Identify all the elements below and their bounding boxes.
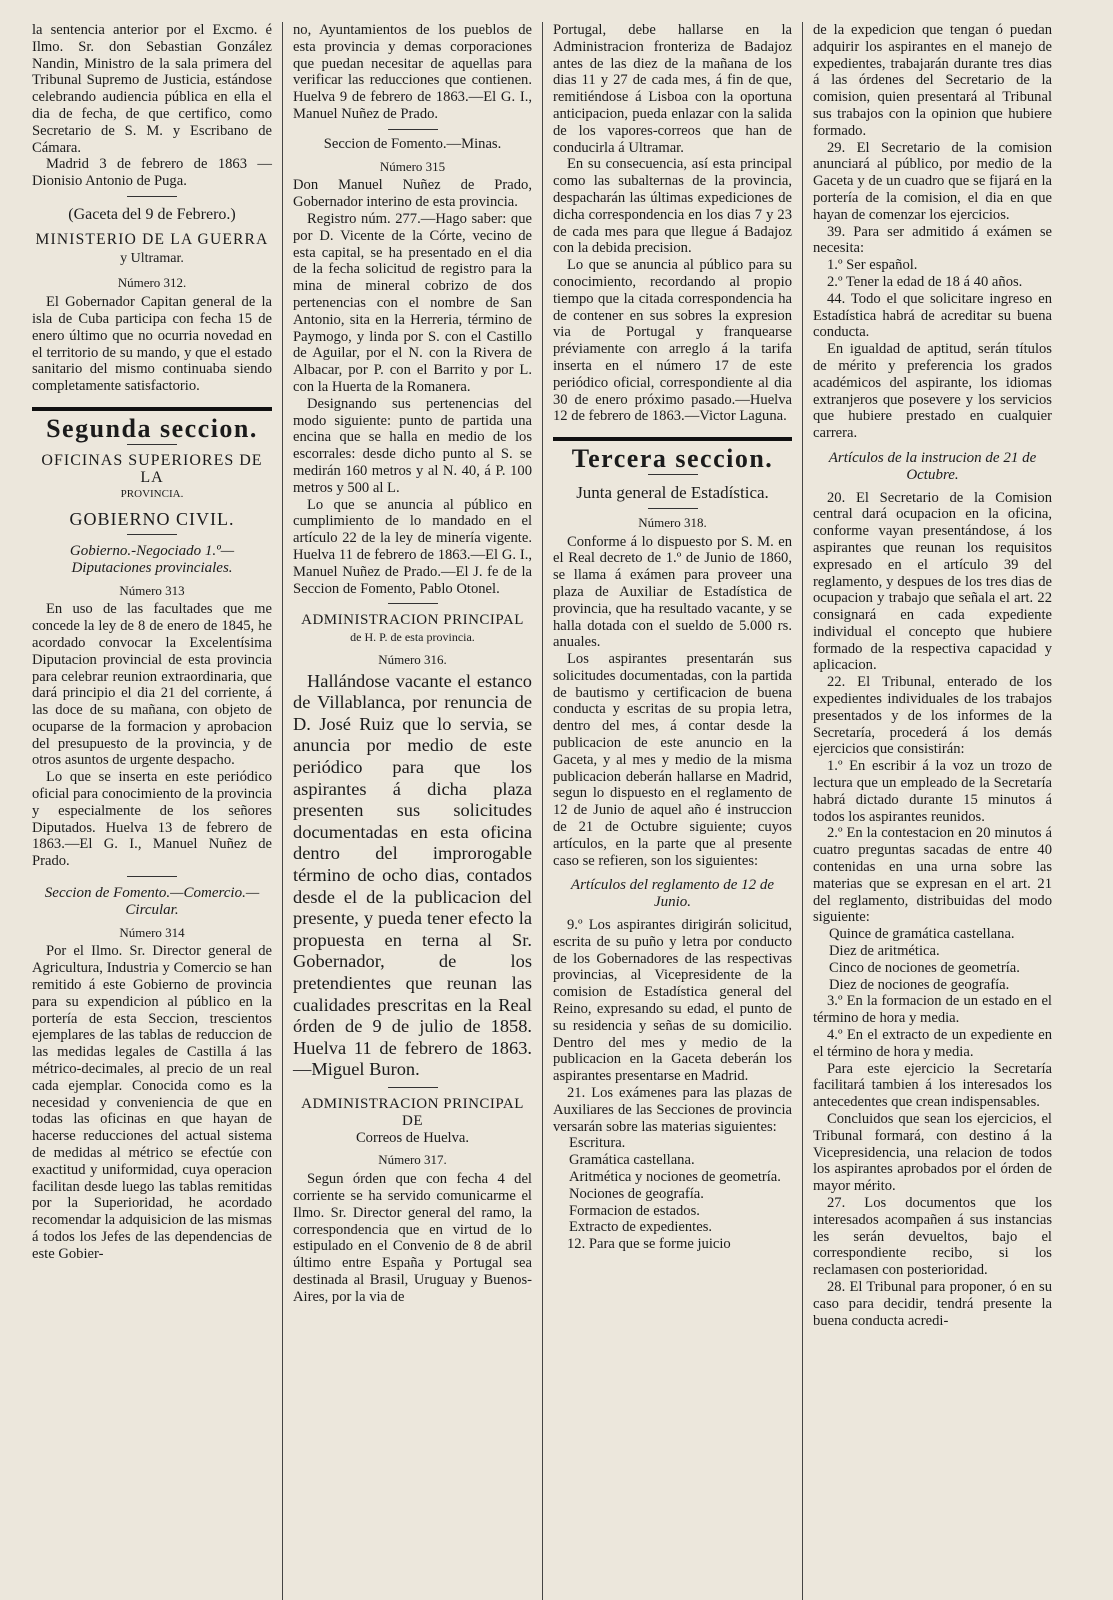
list-item: Formacion de estados.: [569, 1202, 700, 1219]
column-2: [282, 22, 542, 1600]
paragraph: no, Ayuntamientos de los pueblos de esta provincia y demas corporaciones que puedan necesitar de aquellas para verificar las reducciones que contienen. Huelva 9 de febrero de 1863.—El G. I., Manuel Nuñez de Prado.: [293, 22, 532, 122]
administration-subheading: de H. P. de esta provincia.: [350, 630, 475, 645]
paragraph: 21. Los exámenes para las plazas de Auxiliares de las Secciones de provincia versarán sobre las materias siguientes:: [553, 1085, 792, 1135]
paragraph: Designando sus pertenencias del modo siguiente: punto de partida una encina que se halla en medio de los escorrales: desde dicho punto al S. se medirán 160 metros y al N. 40, á P. 100 metros y 500 al L.: [293, 395, 532, 496]
paragraph: Lo que se anuncia al público para su conocimiento, recordando al propio tiempo que la citada correspondencia ha de contener en sus sobres la expresion via de Portugal y franquearse préviamente con arreglo á la tarifa inserta en el número 17 de este periódico oficial, correspondiente al dia 30 de enero próximo pasado.—Huelva 12 de febrero de 1863.—Victor Laguna.: [553, 257, 792, 425]
divider-rule: [127, 534, 177, 535]
notice-number: Número 316.: [378, 651, 447, 667]
paragraph: 12. Para que se forme juicio: [567, 1236, 731, 1253]
divider-rule: [648, 474, 698, 475]
office-heading: OFICINAS SUPERIORES DE LA: [41, 451, 263, 486]
notice-number: Número 313: [119, 582, 185, 598]
divider-rule: [127, 196, 177, 197]
italic-subheading: Gobierno.-Negociado 1.º—Diputaciones provinciales.: [69, 542, 235, 576]
list-item: Quince de gramática castellana.: [829, 926, 1015, 943]
paragraph: 39. Para ser admitido á exámen se necesita:: [813, 223, 1052, 257]
item-list: [813, 926, 1052, 993]
paragraph: Lo que se inserta en este periódico oficial para conocimiento de la provincia y especialmente de los señores Diputados. Huelva 13 de febrero de 1863.—El G. I., Manuel Nuñez de Prado.: [32, 769, 272, 870]
subheading: y Ultramar.: [120, 250, 184, 266]
notice-number: Número 317.: [378, 1152, 447, 1168]
paragraph: de la expedicion que tengan ó puedan adquirir los aspirantes en el manejo de expedientes, trabajarán durante tres dias á las órdenes del Secretario de la comision, quien presentará al Tribunal sus trabajos con la opinion que hubiere formado.: [813, 22, 1052, 139]
divider-rule: [388, 603, 438, 604]
section-heading: Segunda seccion.: [46, 413, 258, 443]
paragraph: 44. Todo el que solicitare ingreso en Estadística habrá de acreditar su buena conducta.: [813, 290, 1052, 341]
divider-rule: [127, 444, 177, 445]
column-1: [22, 22, 282, 1600]
paragraph: 4.º En el extracto de un expediente en el término de hora y media.: [813, 1027, 1052, 1060]
centered-line: Seccion de Fomento.—Minas.: [323, 135, 502, 152]
list-item: Escritura.: [569, 1135, 626, 1152]
section-divider: [32, 407, 272, 411]
list-item: Diez de aritmética.: [829, 943, 940, 960]
divider-rule: [648, 508, 698, 509]
paragraph: 2.º Tener la edad de 18 á 40 años.: [827, 273, 1023, 290]
italic-subheading: Seccion de Fomento.—Comercio.— Circular.: [44, 885, 260, 918]
paragraph: En su consecuencia, así esta principal como las subalternas de la provincia, despacharán las últimas expediciones de dicha correspondencia en los dias 7 y 23 de cada mes para que llegue á Badajoz con la debida precision.: [553, 156, 792, 257]
paragraph: Concluidos que sean los ejercicios, el Tribunal formará, con destino á la Vicepresidencia, una relacion de todos los aspirantes aprobados por el órden de mayor mérito.: [813, 1111, 1052, 1195]
column-4: [802, 22, 1062, 1600]
paragraph: 22. El Tribunal, enterado de los expedientes individuales de los trabajos presentados y de los informes de la Secretaría, procederá á los demás ejercicios que consistirán:: [813, 674, 1052, 758]
paragraph: Segun órden que con fecha 4 del corriente se ha servido comunicarme el Ilmo. Sr. Director general del ramo, la correspondencia que en virtud de lo estipulado en el Convenio de 8 de abril último entre España y Portugal sea destinada al Brasil, Uruguay y Buenos-Aires, por la via de: [293, 1171, 532, 1305]
paragraph: 2.º En la contestacion en 20 minutos á cuatro preguntas sacadas de entre 40 contenidas en una urna sobre las materias que se expresan en el art. 21 del reglamento, distribuidas del modo siguiente:: [813, 825, 1052, 926]
paragraph: Madrid 3 de febrero de 1863 — Dionisio Antonio de Puga.: [32, 156, 272, 190]
paragraph: 29. El Secretario de la comision anunciará al público, por medio de la Gaceta y de un cuadro que se fijará en la portería de la comision, el dia en que hayan de comenzar los ejercicios.: [813, 139, 1052, 223]
centered-line: Correos de Huelva.: [355, 1129, 470, 1146]
item-list: [553, 1135, 792, 1236]
province-label: PROVINCIA.: [120, 488, 184, 501]
administration-heading: ADMINISTRACION PRINCIPAL: [301, 612, 524, 629]
paragraph: En uso de las facultades que me concede la ley de 8 de enero de 1845, he acordado convocar la Excelentísima Diputacion provincial de esta provincia para celebrar reunion extraordinaria, que dará principio el dia 21 del corriente, á las doce de su mañana, con objeto de ocuparse de la formacion y aprobacion del presupuesto de la provincia, y de otros asuntos de urgente despacho.: [32, 601, 272, 769]
section-divider: [553, 437, 792, 441]
italic-subheading: Artículos del reglamento de 12 de Junio.: [570, 877, 775, 911]
notice-number: Número 314: [119, 924, 185, 940]
list-item: Cinco de nociones de geometría.: [829, 959, 1020, 976]
divider-rule: [388, 1087, 438, 1088]
italic-subheading: Artículos de la instrucion de 21 de Octubre.: [828, 449, 1037, 483]
paragraph: 28. El Tribunal para proponer, ó en su caso para decidir, tendrá presente la buena conducta acredi-: [813, 1278, 1052, 1329]
paragraph: 20. El Secretario de la Comision central dará ocupacion en la oficina, conforme vayan presentándose, á los aspirantes que reunan los requisitos expresado en el artículo 39 del reglamento, y despues de los tres dias de ocupacion y trabajo que señala el art. 22 consignará en cada expediente individual el concepto que hubiere formado de la respectiva capacidad y aplicacion.: [813, 489, 1052, 674]
junta-heading: Junta general de Estadística.: [576, 482, 769, 502]
section-heading: Tercera seccion.: [571, 444, 774, 474]
paragraph: Portugal, debe hallarse en la Administracion fronteriza de Badajoz antes de las diez de la mañana de los dias 11 y 27 de cada mes, á fin de que, remitiéndose á Lisboa con la oportuna anticipacion, pueda enlazar con la salida de los vapores-correos que han de conducirla á Ultramar.: [553, 22, 792, 156]
paragraph: Lo que se anuncia al público en cumplimiento de lo mandado en el artículo 22 de la ley de minería vigente. Huelva 11 de febrero de 1863.—El G. I., Manuel Nuñez de Prado.—El J. fe de la Seccion de Fomento, Pablo Otonel.: [293, 496, 532, 597]
paragraph: Registro núm. 277.—Hago saber: que por D. Vicente de la Córte, vecino de esta capital, se ha presentado en el dia de la fecha solicitud de registro para la mina de mineral cobrizo de dos pertenencias con el nombre de San Antonio, sita en la Herreria, término de Paymogo, y linda por S. con el Castillo de Aguilar, por el N. con la Rivera de Albacar, por P. con el Barrito y por L. con la Huerta de la Romanera.: [293, 210, 532, 395]
list-item: Nociones de geografía.: [569, 1185, 704, 1202]
paragraph: En igualdad de aptitud, serán títulos de mérito y preferencia los grados académicos del aspirante, los idiomas extranjeros que posevere y los servicios que hubiere prestado en cualquier carrera.: [813, 341, 1052, 442]
notice-number: Número 315: [379, 158, 446, 174]
column-3: [542, 22, 802, 1600]
paragraph: la sentencia anterior por el Excmo. é Ilmo. Sr. don Sebastian González Nandin, Ministro de la sala primera del Tribunal Supremo de Justicia, estándose celebrando audiencia pública en ella el dia de fecha, de que certifico, como Secretario de S. M. y Escribano de Cámara.: [32, 22, 272, 156]
paragraph: 3.º En la formacion de un estado en el término de hora y media.: [813, 993, 1052, 1027]
paragraph: Conforme á lo dispuesto por S. M. en el Real decreto de 1.º de Junio de 1860, se llama á exámen para proveer una plaza de Auxiliar de Estadística de provincia, que ha resultado vacante, y se halla dotada con el sueldo de 5.000 rs. anuales.: [553, 533, 792, 651]
large-paragraph: Hallándose vacante el estanco de Villablanca, por renuncia de D. José Ruiz que lo servia, se anuncia por medio de este periódico para que los aspirantes á dicha plaza presenten sus solicitudes documentadas en esta oficina dentro del improrogable término de ocho dias, contados desde el de la publicacion del presente, y pueda tener efecto la propuesta en terna al Sr. Gobernador, de los pretendientes que reunan las cualidades prescritas en la Real órden de 9 de julio de 1858. Huelva 11 de febrero de 1863.—Miguel Buron.: [293, 670, 532, 1080]
administration-heading: ADMINISTRACION PRINCIPAL DE: [301, 1095, 524, 1129]
list-item: Diez de nociones de geografía.: [829, 976, 1010, 993]
notice-number: Número 318.: [638, 514, 707, 530]
paragraph: Los aspirantes presentarán sus solicitudes documentadas, con la partida de bautismo y certificacion de buena conducta y escritas de su propia letra, dentro del mes, á contar desde la publicacion de este anuncio en la Gaceta, y al mes y medio de la misma publicacion deberán hallarse en Madrid, segun lo dispuesto en el reglamento de 12 de Junio de aquel año é instruccion de 21 de Octubre siguiente; cuyos artículos, en la parte que al presente caso se refieren, son los siguientes:: [553, 651, 792, 869]
list-item: Aritmética y nociones de geometría.: [569, 1169, 781, 1185]
paragraph: El Gobernador Capitan general de la isla de Cuba participa con fecha 15 de enero último que no ocurria novedad en el territorio de su mando, y que el estado sanitario del mismo continuaba siendo completamente satisfactorio.: [32, 294, 272, 395]
divider-rule: [388, 129, 438, 130]
paragraph: 1.º Ser español.: [827, 257, 918, 274]
notice-number: Número 312.: [117, 275, 187, 291]
divider-rule: [127, 876, 177, 877]
paragraph: Por el Ilmo. Sr. Director general de Agricultura, Industria y Comercio se han remitido á este Gobierno de provincia para su expendicion al público en la portería de esta Seccion, trescientos ejemplares de las tablas de reduccion de las medidas legales de Castilla á las métrico-decimales, al precio de un real cada ejemplar. Conocida como es la necesidad y conveniencia de que en todas las oficinas en que hayan de hacerse reducciones del actual sistema de medidas al métrico se efectúe con exactitud y uniformidad, cuya operacion facilitan desde luego las tablas remitidas por la Superioridad, he acordado recomendar la adquisicion de las mismas á todos los Jefes de las dependencias de este Gobier-: [32, 943, 272, 1262]
paragraph: 9.º Los aspirantes dirigirán solicitud, escrita de su puño y letra por conducto de los Gobernadores de las respectivas provincias, al Vicepresidente de la comision de Estadística general del Reino, expresando su edad, el punto de su residencia y señas de su domicilio. Dentro del mes y medio de la publicacion en la Gaceta deberán los aspirantes presentarse en Madrid.: [553, 917, 792, 1085]
ministry-heading: MINISTERIO DE LA GUERRA: [35, 230, 269, 248]
paragraph: Don Manuel Nuñez de Prado, Gobernador interino de esta provincia.: [293, 177, 532, 211]
gobierno-heading: GOBIERNO CIVIL.: [69, 509, 235, 530]
gaceta-note: (Gaceta del 9 de Febrero.): [68, 205, 236, 223]
list-item: Extracto de expedientes.: [569, 1219, 713, 1236]
paragraph: 1.º En escribir á la voz un trozo de lectura que un empleado de la Secretaría habrá dictado durante 15 minutos á todos los aspirantes reunidos.: [813, 758, 1052, 825]
list-item: Gramática castellana.: [569, 1152, 695, 1169]
paragraph: Para este ejercicio la Secretaría facilitará tambien á los interesados los antecedentes que crean indispensables.: [813, 1060, 1052, 1111]
paragraph: 27. Los documentos que los interesados acompañen á sus instancias les serán devueltos, bajo el correspondiente recibo, si los reclamasen con posterioridad.: [813, 1194, 1052, 1279]
